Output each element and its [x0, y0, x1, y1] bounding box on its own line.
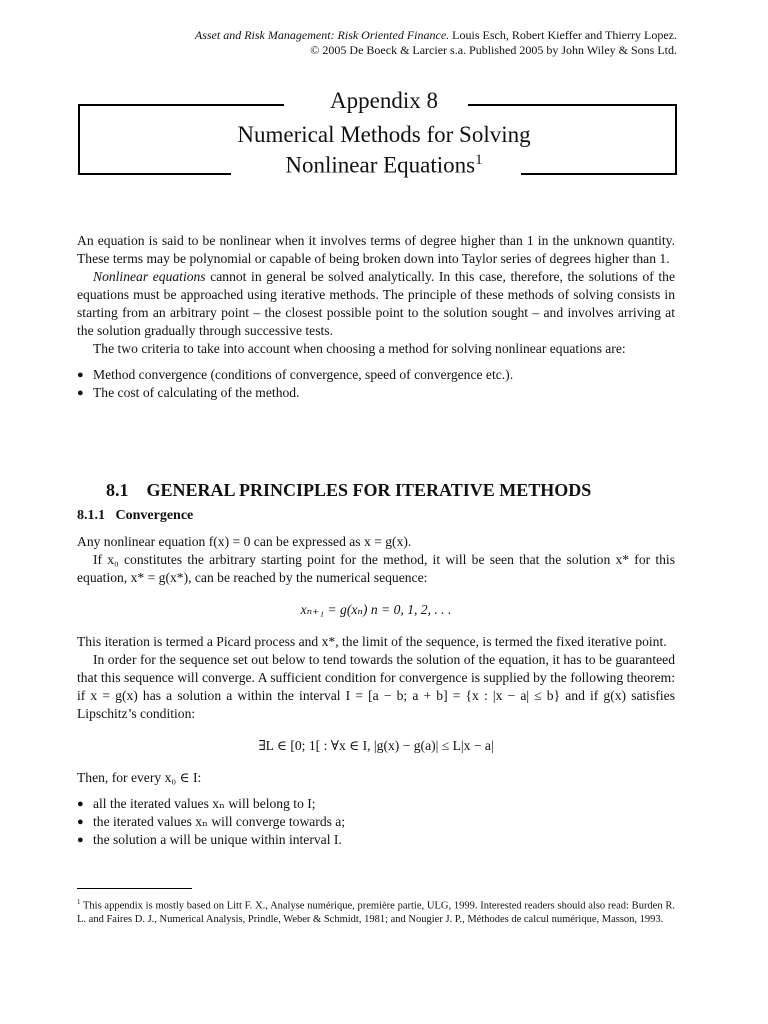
- bullet-icon: ●: [77, 387, 84, 399]
- picard-equation: xₙ₊₁ = g(xₙ) n = 0, 1, 2, . . .: [300, 602, 452, 617]
- section-title: GENERAL PRINCIPLES FOR ITERATIVE METHODS: [146, 480, 592, 500]
- bullet-icon: ●: [77, 369, 84, 381]
- footnote-mark: 1: [77, 899, 81, 906]
- convergence-paragraph-1: Any nonlinear equation f(x) = 0 can be expressed as x = g(x).: [77, 534, 412, 549]
- book-authors: Louis Esch, Robert Kieffer and Thierry Lopez.: [452, 28, 677, 42]
- footnote-rule: [77, 888, 192, 889]
- footnote-marker: 1: [475, 152, 483, 168]
- citation-line: [60, 28, 677, 43]
- intro-paragraph-2: [77, 268, 675, 340]
- list-item: [77, 831, 675, 849]
- convergence-section: [77, 533, 675, 849]
- list-item-text: all the iterated values xₙ will belong to I;: [93, 796, 316, 811]
- lipschitz-equation: ∃L ∈ [0; 1[ : ∀x ∈ I, |g(x) − g(a)| ≤ L|x − a|: [258, 738, 494, 753]
- section-heading: [106, 480, 591, 501]
- bullet-icon: ●: [77, 816, 84, 828]
- list-item: [77, 384, 675, 402]
- intro-paragraph-3: The two criteria to take into account when choosing a method for solving nonlinear equations are:: [93, 341, 626, 356]
- copyright-line: © 2005 De Boeck & Larcier s.a. Published 2005 by John Wiley & Sons Ltd.: [310, 43, 677, 57]
- list-item-text: the solution a will be unique within interval I.: [93, 832, 342, 847]
- intro-paragraph-2-text: cannot in general be solved analytically. In this case, therefore, the solutions of the equations must be approached using iterative methods. The principle of these methods of solving consists in starting from an arbitrary point – the closest possible point to the solution sought – and involves arriving at the solution gradually through successive tests.: [77, 269, 675, 338]
- list-item: [77, 366, 675, 384]
- chapter-title-line2: [60, 152, 708, 179]
- convergence-paragraph-2: If x₀ constitutes the arbitrary starting point for the method, it will be seen that the solution x* for this equation, x* = g(x*), can be reached by the numerical sequence:: [77, 552, 675, 585]
- list-item-text: Method convergence (conditions of convergence, speed of convergence etc.).: [93, 367, 514, 382]
- book-title: Asset and Risk Management: Risk Oriented Finance.: [194, 28, 450, 42]
- subsection-title: Convergence: [115, 508, 194, 523]
- page-header: [60, 28, 677, 58]
- subsection-heading: [77, 508, 193, 524]
- intro-paragraph-1: An equation is said to be nonlinear when it involves terms of degree higher than 1 in the unknown quantity. These terms may be polynomial or capable of being broken down into Taylor series of degrees higher than 1.: [77, 233, 675, 266]
- appendix-label: Appendix 8: [330, 88, 438, 113]
- list-item-text: the iterated values xₙ will converge towards a;: [93, 814, 346, 829]
- convergence-paragraph-3: This iteration is termed a Picard process and x*, the limit of the sequence, is termed the fixed iterative point.: [77, 634, 667, 649]
- chapter-title-line1: Numerical Methods for Solving: [237, 122, 531, 147]
- subsection-number: 8.1.1: [77, 508, 105, 523]
- list-item: [77, 795, 675, 813]
- list-item-text: The cost of calculating of the method.: [93, 385, 300, 400]
- emphasis-term: Nonlinear equations: [93, 269, 206, 284]
- list-item: [77, 813, 675, 831]
- intro-section: [77, 232, 675, 402]
- footnote: [77, 896, 675, 926]
- chapter-title-text: Nonlinear Equations: [285, 152, 476, 178]
- bullet-icon: ●: [77, 834, 84, 846]
- bullet-icon: ●: [77, 798, 84, 810]
- footnote-text: This appendix is mostly based on Litt F. X., Analyse numérique, première partie, ULG, 1999. Interested readers should also read: Burden R. L. and Faires D. J., Numerical Analysis, Prindle, Weber & Schmidt, 1981; and Nougier J. P., Méthodes de calcul numérique, Masson, 1993.: [77, 900, 675, 925]
- convergence-paragraph-4: In order for the sequence set out below to tend towards the solution of the equation, it has to be guaranteed that this sequence will converge. A sufficient condition for convergence is supplied by the following theorem: if x = g(x) has a solution a within the interval I = [a − b; a + b] = {x : |x − a| ≤ b} and if g(x) satisfies Lipschitz’s condition:: [77, 652, 675, 721]
- section-number: 8.1: [106, 480, 129, 500]
- convergence-paragraph-5: Then, for every x₀ ∈ I:: [77, 770, 202, 785]
